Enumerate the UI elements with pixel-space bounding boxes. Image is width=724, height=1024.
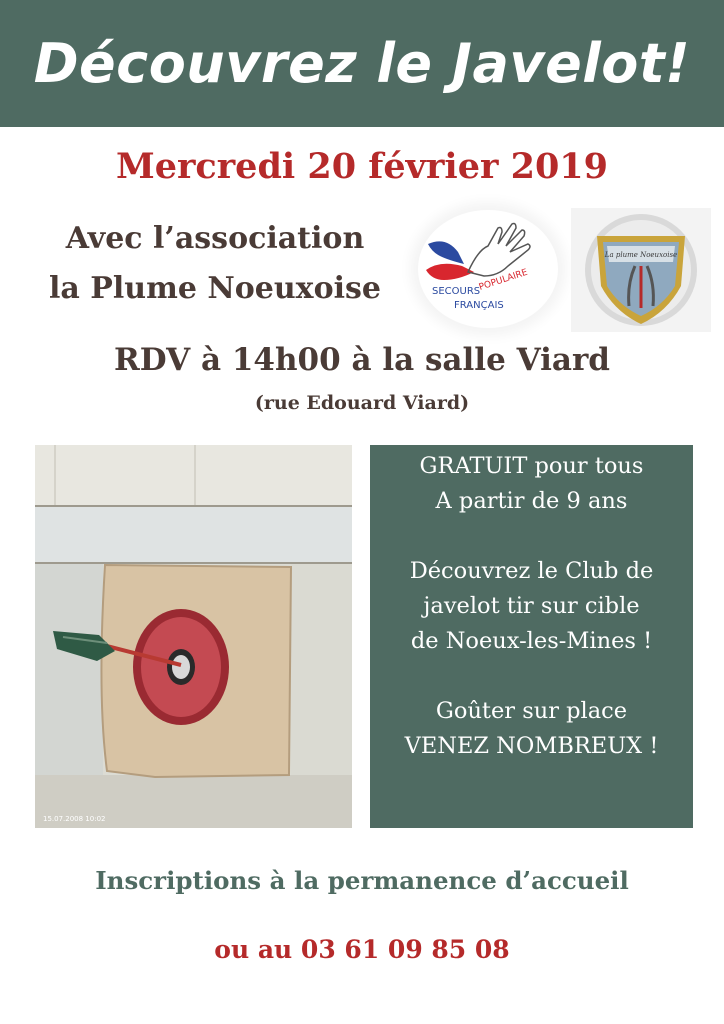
secours-logo-graphic — [418, 210, 558, 328]
phone-number: ou au 03 61 09 85 08 — [214, 935, 510, 964]
meeting-time-place: RDV à 14h00 à la salle Viard — [114, 342, 610, 378]
info-club-line-3: de Noeux-les-Mines ! — [410, 628, 653, 654]
page-title: Découvrez le Javelot! — [33, 32, 691, 95]
plume-shield-graphic — [571, 208, 711, 332]
secours-populaire-logo — [418, 210, 558, 328]
info-come: VENEZ NOMBREUX ! — [404, 733, 659, 759]
plume-logo-label: La plume Noeuxoise — [604, 251, 678, 259]
info-age: A partir de 9 ans — [435, 488, 628, 514]
javelot-target-photo — [35, 445, 352, 828]
photo-timestamp: 15.07.2008 10:02 — [43, 815, 106, 823]
info-free: GRATUIT pour tous — [419, 453, 644, 479]
association-text — [20, 214, 410, 314]
association-line-1: Avec l’association — [65, 221, 365, 256]
plume-noeuxoise-logo — [571, 208, 711, 332]
association-line-2: la Plume Noeuxoise — [49, 271, 381, 306]
secours-text-1: SECOURS — [432, 286, 481, 297]
meeting-address: (rue Edouard Viard) — [254, 392, 470, 414]
event-date: Mercredi 20 février 2019 — [115, 146, 609, 187]
inscriptions-text: Inscriptions à la permanence d’accueil — [95, 866, 629, 895]
info-club-line-2: javelot tir sur cible — [423, 593, 640, 619]
secours-text-3: FRANÇAIS — [454, 300, 504, 311]
info-snack: Goûter sur place — [435, 698, 628, 724]
secours-text-2: POPULAIRE — [477, 267, 529, 293]
target-photo-graphic — [35, 445, 352, 828]
info-box — [370, 445, 693, 828]
title-banner — [0, 0, 724, 127]
info-club-line-1: Découvrez le Club de — [409, 558, 654, 584]
